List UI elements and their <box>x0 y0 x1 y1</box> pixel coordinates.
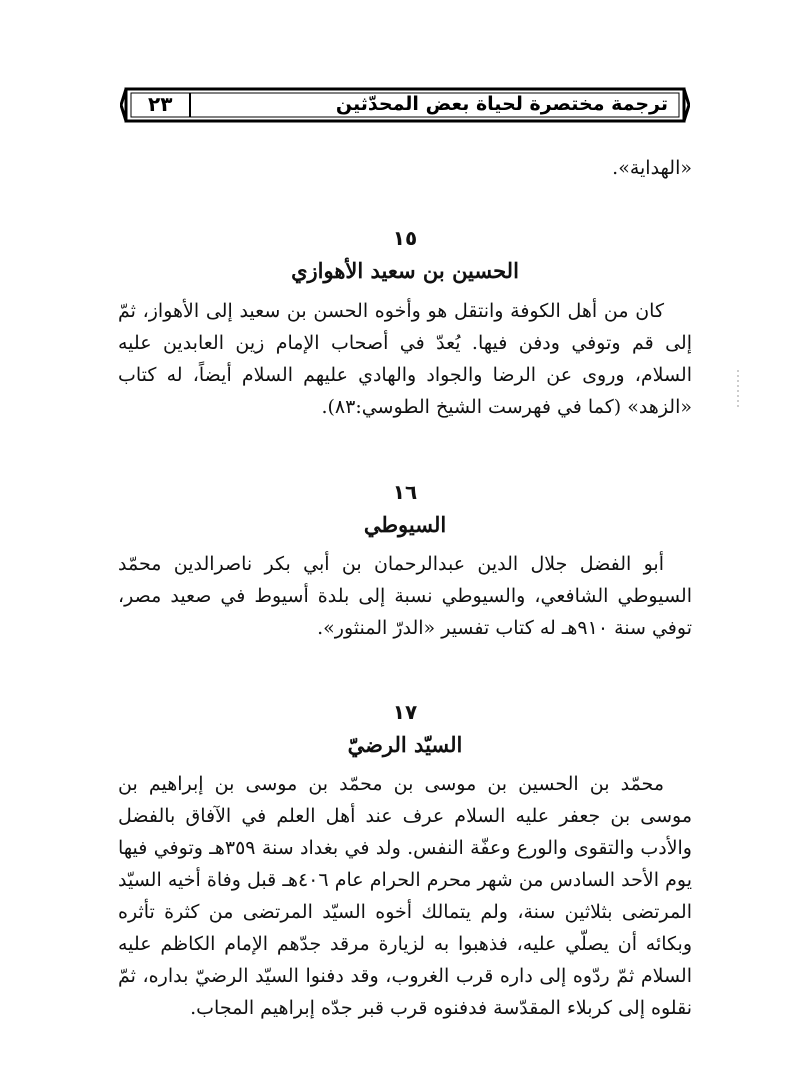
entry-heading-16: السيوطي <box>363 512 447 537</box>
page-number: ٢٣ <box>148 92 173 116</box>
continuation-text: «الهداية». <box>612 157 692 179</box>
entry-body-15: كان من أهل الكوفة وانتقل هو وأخوه الحسن بن سعيد إلى الأهواز، ثمّ إلى قم وتوفي ودفن فيها. يُعدّ في أصحاب الإمام زين العابدين عليه السلام، وروى عن الرضا والجواد والهادي عليهم السلام أيضاً، له كتاب «الزهد» (كما في فهرست الشيخ الطوسي:٨٣). <box>118 300 692 418</box>
running-header <box>120 86 690 124</box>
margin-marks <box>736 370 740 410</box>
entry-heading-17: السيّد الرضيّ <box>347 732 463 757</box>
entry-body-17: محمّد بن الحسين بن موسى بن محمّد بن موسى بن إبراهيم بن موسى بن جعفر عليه السلام عرف عند أهل العلم في الآفاق بالفضل والأدب والتقوى والورع وعفّة النفس. ولد في بغداد سنة ٣٥٩هـ وتوفي فيها يوم الأحد السادس من شهر محرم الحرام عام ٤٠٦هـ قبل وفاة أخيه السيّد المرتضى بثلاثين سنة، ولم يتمالك أخوه السيّد المرتضى من كثرة تأثره وبكائه أن يصلّي عليه، فذهبوا به لزيارة مرقد جدّهم الإمام الكاظم عليه السلام ثمّ ردّوه إلى داره قرب الغروب، وقد دفنوا السيّد الرضيّ بداره، ثمّ نقلوه إلى كربلاء المقدّسة فدفنوه قرب قبر جدّه إبراهيم المجاب. <box>118 773 692 1019</box>
entry-number-15: ١٥ <box>392 226 418 250</box>
header-title: ترجمة مختصرة لحياة بعض المحدّثين <box>335 93 668 115</box>
entry-body-16: أبو الفضل جلال الدين عبدالرحمان بن أبي بكر ناصرالدين محمّد السيوطي الشافعي، والسيوطي نسبة إلى بلدة أسيوط في صعيد مصر، توفي سنة ٩١٠هـ له كتاب تفسير «الدرّ المنثور». <box>118 553 692 639</box>
entry-number-16: ١٦ <box>392 480 418 504</box>
entry-number-17: ١٧ <box>392 700 418 724</box>
entry-heading-15: الحسين بن سعيد الأهوازي <box>291 258 519 283</box>
